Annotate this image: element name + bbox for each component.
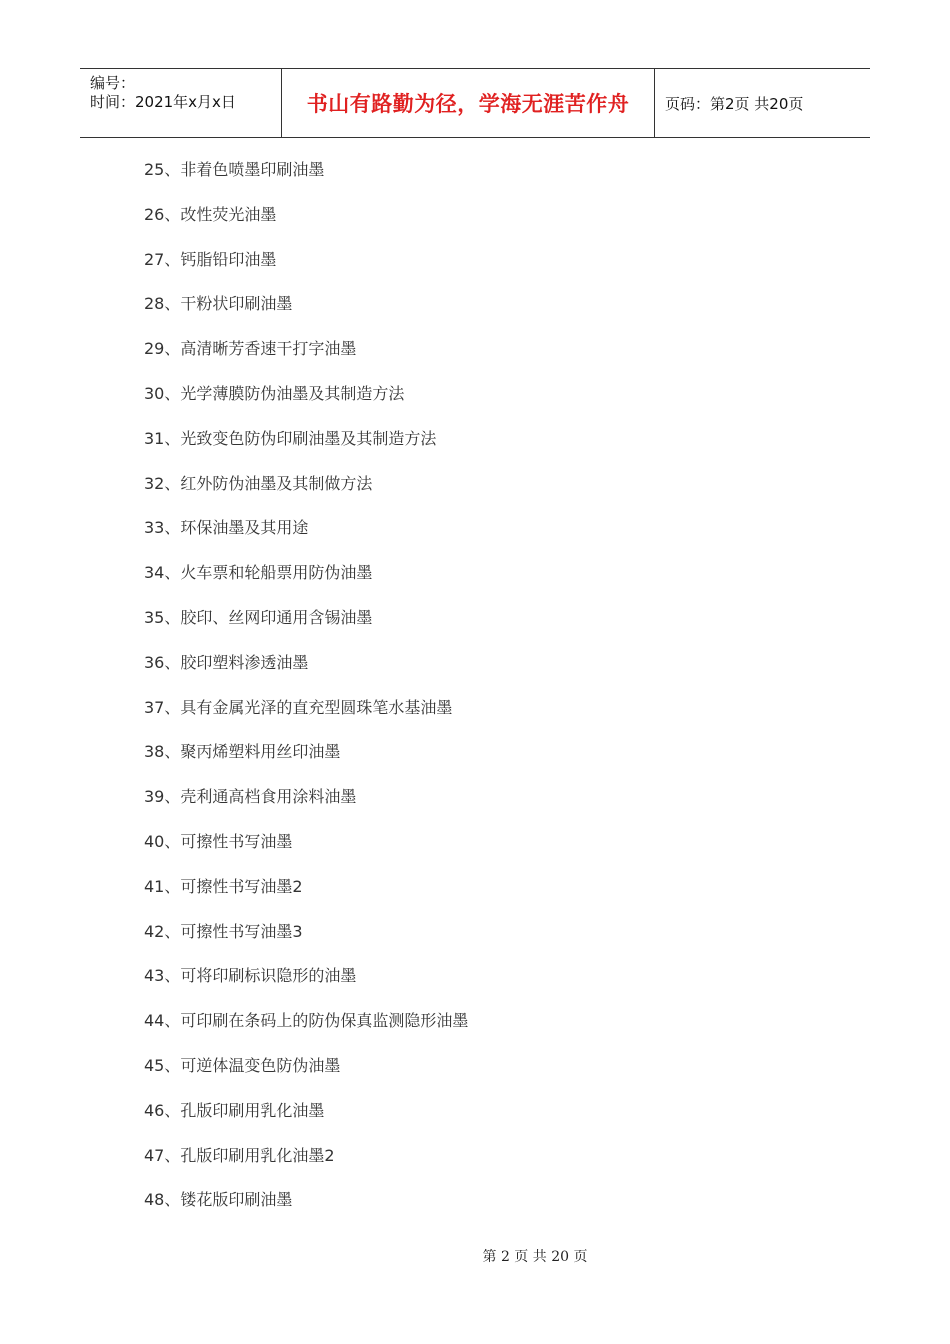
list-item: 40、可擦性书写油墨 (144, 831, 293, 851)
list-item: 32、红外防伪油墨及其制做方法 (144, 473, 373, 493)
list-item: 35、胶印、丝网印通用含锡油墨 (144, 607, 373, 627)
document-time-label: 时间：2021年x月x日 (90, 93, 236, 111)
list-item: 37、具有金属光泽的直充型圆珠笔水基油墨 (144, 697, 453, 717)
list-item: 42、可擦性书写油墨3 (144, 921, 303, 941)
list-item: 38、聚丙烯塑料用丝印油墨 (144, 742, 341, 762)
list-item: 33、环保油墨及其用途 (144, 518, 309, 538)
list-item: 36、胶印塑料渗透油墨 (144, 652, 309, 672)
list-item: 41、可擦性书写油墨2 (144, 876, 303, 896)
ink-item-list (144, 148, 468, 1223)
list-item: 34、火车票和轮船票用防伪油墨 (144, 563, 373, 583)
list-item: 26、改性荧光油墨 (144, 204, 277, 224)
list-item: 45、可逆体温变色防伪油墨 (144, 1055, 341, 1075)
header-motto: 书山有路勤为径，学海无涯苦作舟 (306, 91, 630, 116)
header-motto-cell (282, 69, 655, 137)
header-meta-cell (80, 69, 282, 137)
list-item: 30、光学薄膜防伪油墨及其制造方法 (144, 383, 405, 403)
footer-page-number: 第 2 页 共 20 页 (482, 1249, 588, 1265)
list-item: 44、可印刷在条码上的防伪保真监测隐形油墨 (144, 1011, 469, 1031)
list-item: 27、钙脂铅印油墨 (144, 249, 277, 269)
page-footer (0, 1246, 950, 1266)
list-item: 25、非着色喷墨印刷油墨 (144, 160, 325, 179)
page-header (80, 68, 870, 138)
list-item: 43、可将印刷标识隐形的油墨 (144, 966, 357, 986)
list-item: 39、壳利通高档食用涂料油墨 (144, 787, 357, 807)
list-item: 48、镂花版印刷油墨 (144, 1190, 293, 1210)
list-item: 29、高清晰芳香速干打字油墨 (144, 339, 357, 359)
header-page-cell (655, 69, 870, 137)
list-item: 46、孔版印刷用乳化油墨 (144, 1100, 325, 1120)
document-number-label: 编号： (90, 74, 136, 92)
list-item: 47、孔版印刷用乳化油墨2 (144, 1145, 335, 1165)
list-item: 28、干粉状印刷油墨 (144, 294, 293, 314)
list-item: 31、光致变色防伪印刷油墨及其制造方法 (144, 428, 437, 448)
header-page-label: 页码：第2页 共20页 (665, 94, 804, 113)
